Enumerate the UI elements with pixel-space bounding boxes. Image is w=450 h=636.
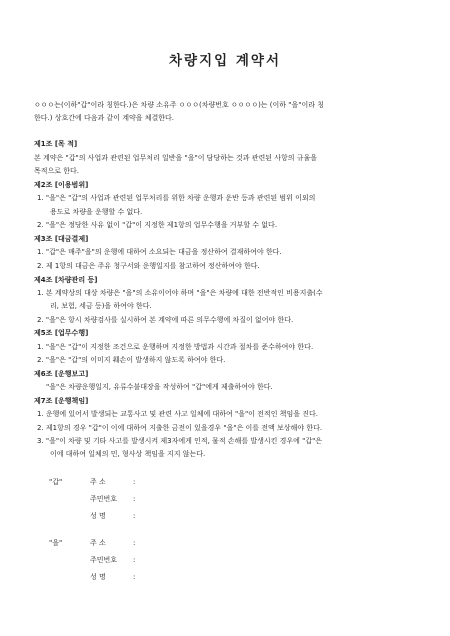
- article-text: 1. "을"은 "갑"이 지정한 조건으로 운행하며 지정한 방법과 시간과 절차를 준수하여야 한다.: [37, 343, 314, 351]
- article-heading: 제5조 [업무수행]: [34, 329, 89, 337]
- article-text: 본 계약은 "갑"의 사업과 관련된 업무처리 일반을 "을"이 담당하는 것과 관련된 사항의 규율을: [34, 154, 318, 162]
- colon: :: [133, 495, 136, 503]
- colon: :: [133, 478, 136, 486]
- article-heading: 제1조 [목 적]: [34, 140, 78, 148]
- party-name-label: 성 명: [90, 512, 106, 520]
- colon: :: [133, 539, 136, 547]
- article-text: 2. 제1항의 경우 "갑"이 이에 대하여 지출한 금전이 있을경우 "을"은 이를 전액 보상해야 한다.: [37, 424, 323, 432]
- article-heading: 제3조 [대금결제]: [34, 235, 89, 243]
- article-text: 리, 보험, 세금 등)을 하여야 한다.: [50, 302, 152, 310]
- article-text: 1. 본 계약상의 대상 차량은 "을"의 소유이어야 하며 "을"은 차량에 대한 전반적인 비용지출(수: [37, 289, 323, 297]
- party-label-eul: "을": [49, 539, 63, 547]
- article-heading: 제4조 [차량관리 등]: [34, 276, 98, 284]
- article-text: 1. 운행에 있어서 발생되는 교통사고 및 관련 사고 일체에 대하여 "을"이 전적인 책임을 진다.: [37, 410, 318, 418]
- party-id-label: 주민번호: [90, 495, 118, 503]
- party-label-gap: "갑": [49, 478, 63, 486]
- article-text: 용도로 차량을 운행할 수 없다.: [50, 208, 143, 216]
- colon: :: [133, 573, 136, 581]
- article-text: 2. 제 1항의 대금은 주유 청구서와 운행일지를 참고하여 정산하여야 한다.: [37, 262, 260, 270]
- article-text: 이에 대하여 일체의 민, 형사상 책임을 지지 않는다.: [50, 450, 206, 458]
- article-text: 1. "갑"은 매주"을"의 운행에 대하여 소요되는 대금을 정산하여 결재하여야 한다.: [37, 248, 282, 256]
- article-heading: 제6조 [운행보고]: [34, 370, 89, 378]
- article-heading: 제7조 [운행책임]: [34, 397, 89, 405]
- article-text: 2. "을"은 "갑"의 이미지 훼손이 발생하지 않도록 하여야 한다.: [37, 356, 226, 364]
- article-text: 목적으로 한다.: [34, 167, 80, 175]
- colon: :: [133, 512, 136, 520]
- intro-line: 한다.) 상호간에 다음과 같이 계약을 체결한다.: [34, 114, 175, 122]
- intro-line: ㅇㅇㅇ는(이하"갑"이라 칭한다.)은 차량 소유주 ㅇㅇㅇ(차량번호 ㅇㅇㅇㅇ)는 (이하 "을"이라 칭: [34, 101, 324, 109]
- party-address-label: 주 소: [90, 539, 106, 547]
- article-heading: 제2조 [이용범위]: [34, 181, 89, 189]
- party-id-label: 주민번호: [90, 556, 118, 564]
- article-text: "을"은 차량운행일지, 유류수불대장을 작성하여 "갑"에게 제출하여야 한다.: [46, 383, 273, 391]
- article-text: 2. "을"은 정당한 사유 없이 "갑"이 지정한 제1항의 업무수행을 거부할 수 없다.: [37, 221, 278, 229]
- article-text: 2. "을"은 항시 차량검사를 실시하여 본 계약에 따른 의무수행에 차질이 없어야 한다.: [37, 316, 294, 324]
- colon: :: [133, 556, 136, 564]
- document-title: 차량지입 계약서: [169, 53, 281, 69]
- party-name-label: 성 명: [90, 573, 106, 581]
- party-address-label: 주 소: [90, 478, 106, 486]
- article-text: 1. "을"은 "갑"의 사업과 관련된 업무처리를 위한 차량 운행과 운반 등과 관련된 범위 이외의: [37, 194, 316, 202]
- article-text: 3. "을"이 차량 및 기타 사고를 발생시켜 제3자에게 인적, 물적 손해를 발생시킨 경우에 "갑"은: [37, 437, 323, 445]
